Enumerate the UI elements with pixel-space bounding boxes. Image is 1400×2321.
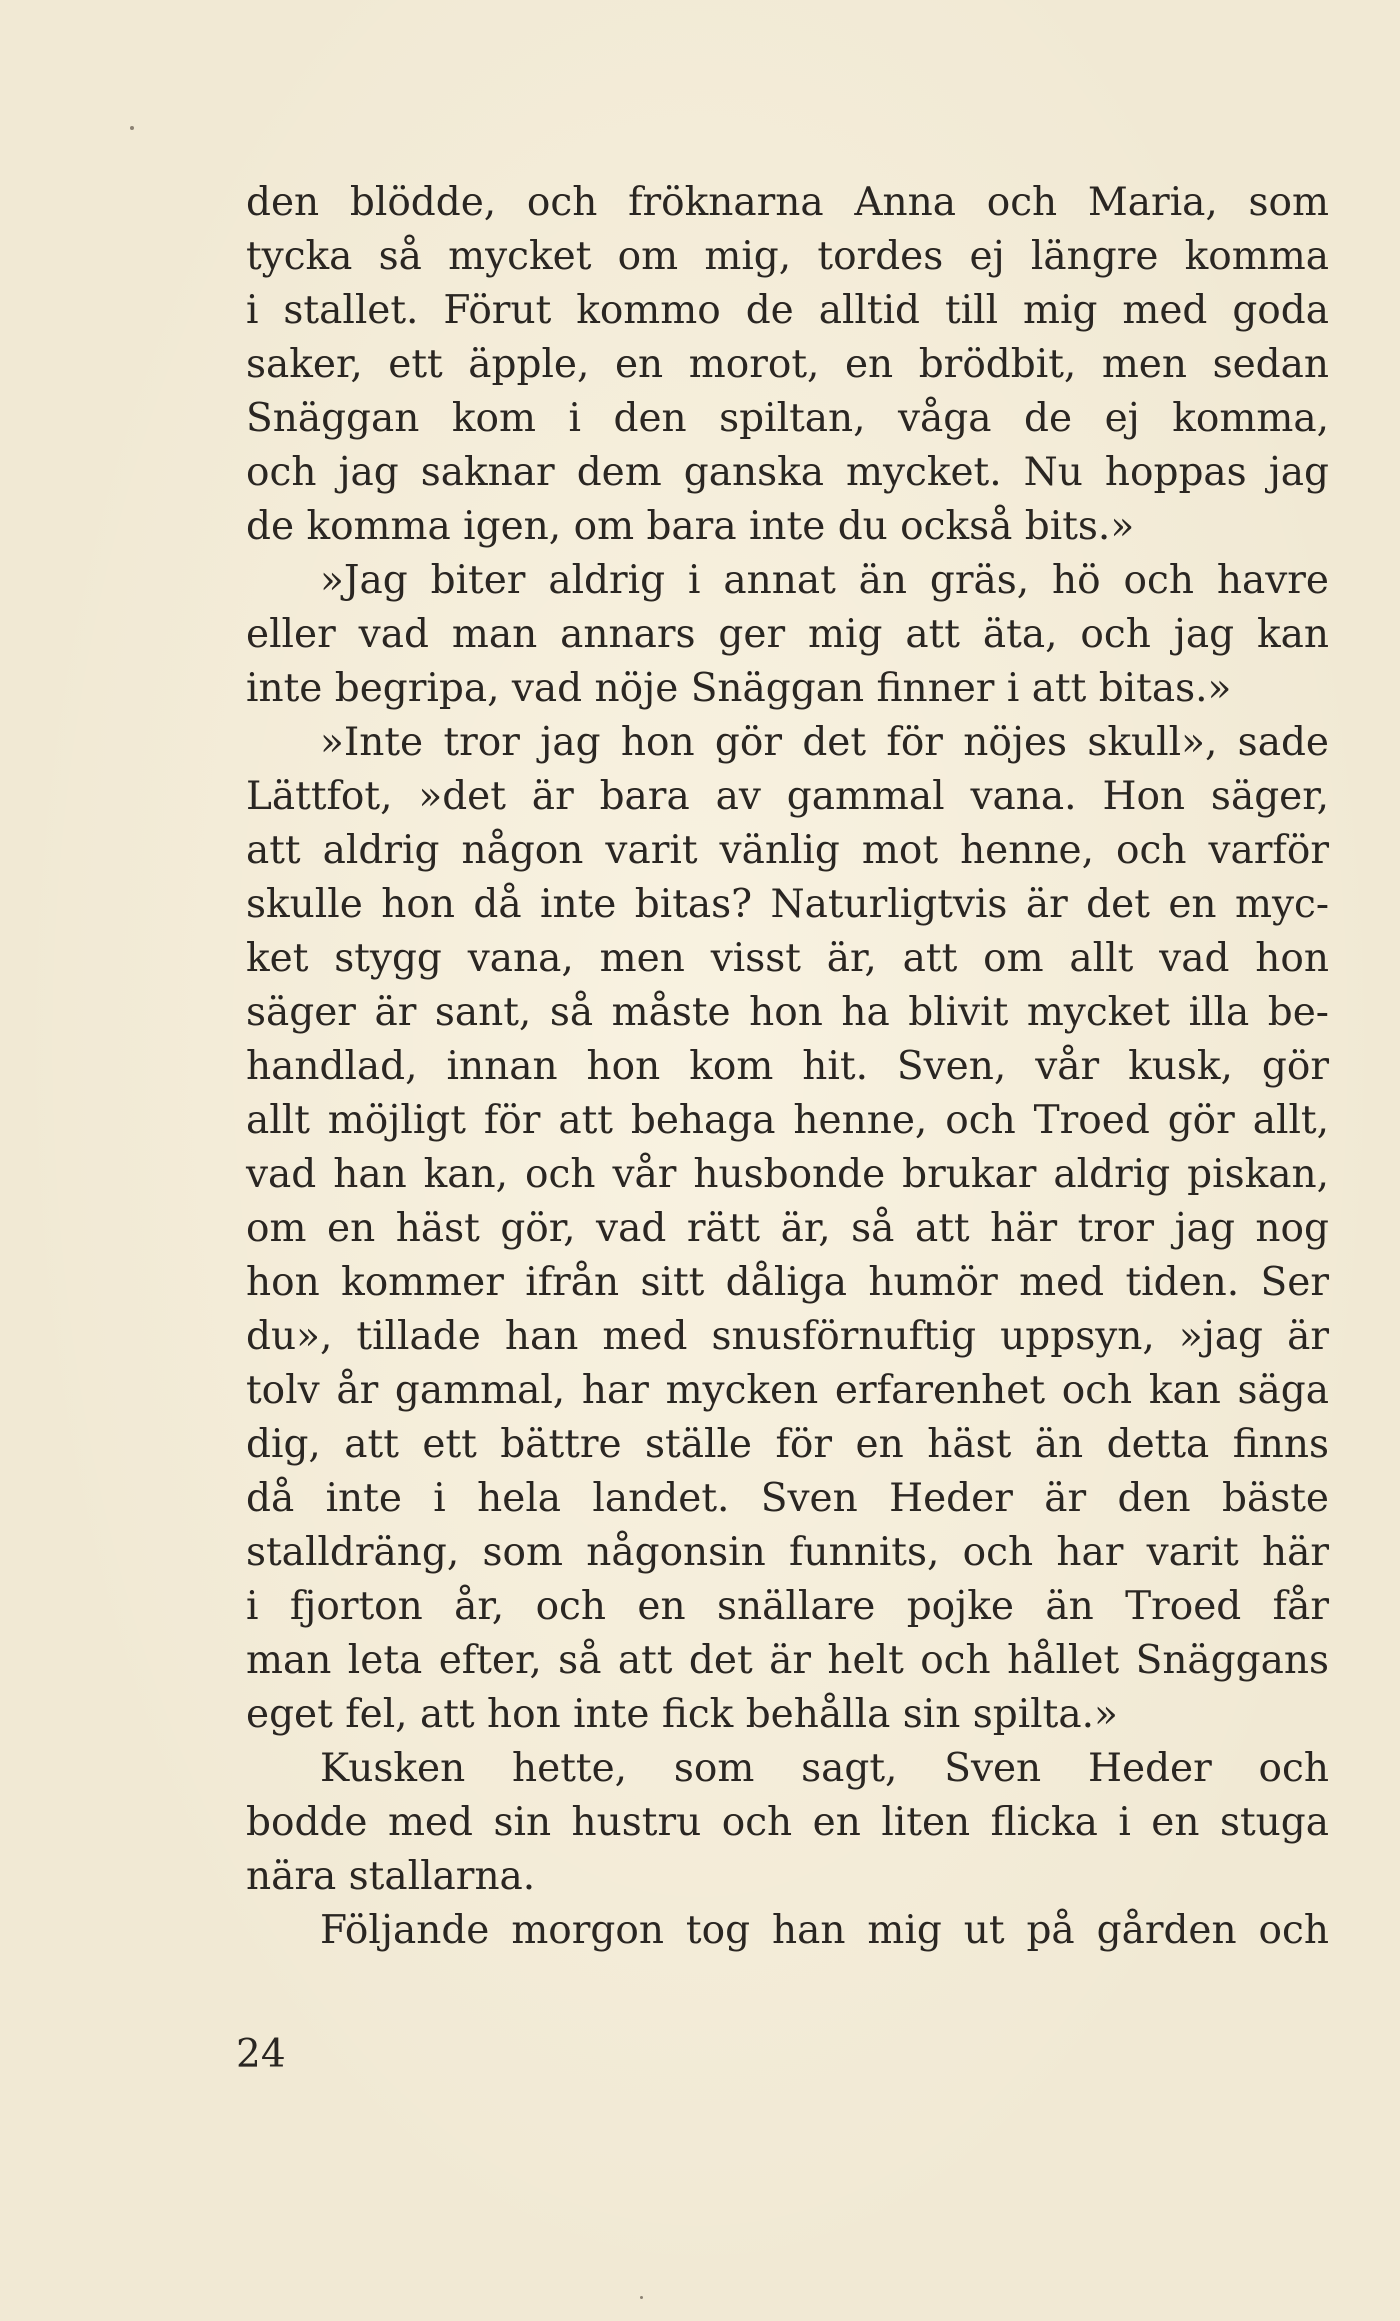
- text-line: tycka så mycket om mig, tordes ej längre komma: [246, 234, 1329, 279]
- text-line: Kusken hette, som sagt, Sven Heder och: [320, 1746, 1329, 1791]
- text-line: Snäggan kom i den spiltan, våga de ej komma,: [246, 396, 1329, 441]
- text-line: dig, att ett bättre ställe för en häst än detta finns: [246, 1422, 1329, 1467]
- text-line: handlad, innan hon kom hit. Sven, vår kusk, gör: [246, 1044, 1329, 1089]
- text-line: bodde med sin hustru och en liten flicka i en stuga: [246, 1800, 1329, 1845]
- text-line: inte begripa, vad nöje Snäggan finner i att bitas.»: [246, 666, 1232, 711]
- text-line: eller vad man annars ger mig att äta, och jag kan: [246, 612, 1329, 657]
- text-line: »Inte tror jag hon gör det för nöjes skull», sade: [320, 720, 1329, 765]
- text-line: i stallet. Förut kommo de alltid till mig med goda: [246, 288, 1329, 333]
- text-line: ket stygg vana, men visst är, att om allt vad hon: [246, 936, 1329, 981]
- text-line: eget fel, att hon inte fick behålla sin spilta.»: [246, 1692, 1118, 1737]
- text-line: och jag saknar dem ganska mycket. Nu hoppas jag: [246, 450, 1329, 495]
- text-line: nära stallarna.: [246, 1854, 536, 1899]
- text-line: »Jag biter aldrig i annat än gräs, hö och havre: [320, 558, 1329, 603]
- text-line: vad han kan, och vår husbonde brukar aldrig piskan,: [246, 1152, 1329, 1197]
- text-line: säger är sant, så måste hon ha blivit mycket illa be-: [246, 990, 1329, 1035]
- text-line: att aldrig någon varit vänlig mot henne, och varför: [246, 828, 1329, 873]
- body-text: [246, 176, 1329, 1958]
- text-line: Följande morgon tog han mig ut på gården och: [320, 1908, 1329, 1953]
- text-line: tolv år gammal, har mycken erfarenhet och kan säga: [246, 1368, 1329, 1413]
- text-line: om en häst gör, vad rätt är, så att här tror jag nog: [246, 1206, 1329, 1251]
- text-line: hon kommer ifrån sitt dåliga humör med tiden. Ser: [246, 1260, 1329, 1305]
- paper-speck: [130, 126, 134, 130]
- text-line: stalldräng, som någonsin funnits, och har varit här: [246, 1530, 1329, 1575]
- page-number: 24: [236, 2032, 286, 2077]
- text-line: man leta efter, så att det är helt och hållet Snäggans: [246, 1638, 1329, 1683]
- text-line: den blödde, och fröknarna Anna och Maria, som: [246, 180, 1329, 225]
- text-line: Lättfot, »det är bara av gammal vana. Hon säger,: [246, 774, 1329, 819]
- text-line: allt möjligt för att behaga henne, och Troed gör allt,: [246, 1098, 1329, 1143]
- text-line: skulle hon då inte bitas? Naturligtvis är det en myc-: [246, 882, 1329, 927]
- text-line: saker, ett äpple, en morot, en brödbit, men sedan: [246, 342, 1329, 387]
- text-line: du», tillade han med snusförnuftig uppsyn, »jag är: [246, 1314, 1329, 1359]
- paper-speck: [640, 2296, 643, 2299]
- text-line: då inte i hela landet. Sven Heder är den bäste: [246, 1476, 1329, 1521]
- text-line: i fjorton år, och en snällare pojke än Troed får: [246, 1584, 1329, 1629]
- text-line: de komma igen, om bara inte du också bits.»: [246, 504, 1135, 549]
